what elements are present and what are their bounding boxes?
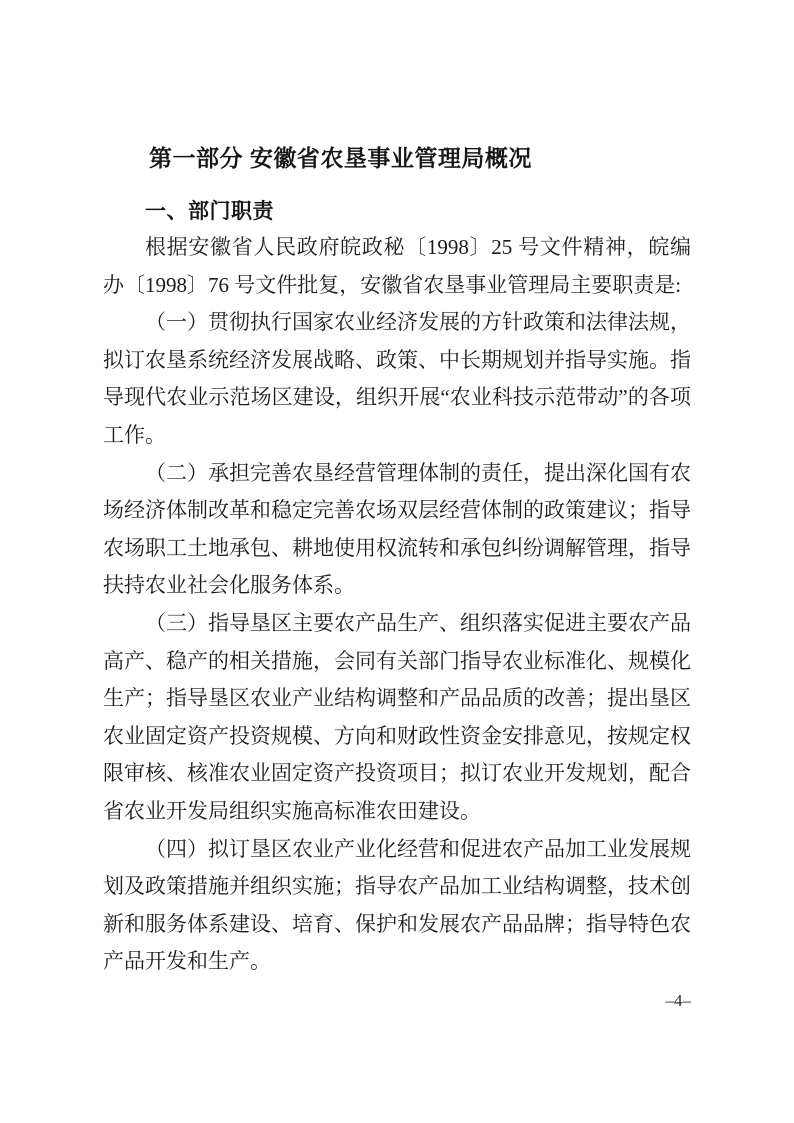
heading-department-duties: 一、部门职责: [145, 200, 274, 223]
paragraph: （四）拟订垦区农业产业化经营和促进农产品加工业发展规划及政策措施并组织实施；指导农产品加工业结构调整，技术创新和服务体系建设、培育、保护和发展农产品品牌；指导特色农产品开发和生产。: [103, 836, 691, 974]
page-number: –4–: [665, 991, 691, 1010]
document-body: [103, 229, 691, 981]
paragraph: （三）指导垦区主要农产品生产、组织落实促进主要农产品高产、稳产的相关措施，会同有关部门指导农业标准化、规模化生产；指导垦区农业产业结构调整和产品品质的改善；提出垦区农业固定资产投资规模、方向和财政性资金安排意见，按规定权限审核、核准农业固定资产投资项目；拟订农业开发规划，配合省农业开发局组织实施高标准农田建设。: [103, 610, 691, 823]
document-content: [103, 0, 691, 981]
paragraph: （一）贯彻执行国家农业经济发展的方针政策和法律法规，拟订农垦系统经济发展战略、政策、中长期规划并指导实施。指导现代农业示范场区建设，组织开展“农业科技示范带动”的各项工作。: [103, 310, 691, 447]
paragraph: （二）承担完善农垦经营管理体制的责任，提出深化国有农场经济体制改革和稳定完善农场双层经营体制的政策建议；指导农场职工土地承包、耕地使用权流转和承包纠纷调解管理，指导扶持农业社会化服务体系。: [103, 460, 691, 598]
section-title: 第一部分 安徽省农垦事业管理局概况: [149, 145, 532, 171]
paragraph: 根据安徽省人民政府皖政秘〔1998〕25 号文件精神，皖编办〔1998〕76 号文件批复，安徽省农垦事业管理局主要职责是:: [103, 235, 691, 297]
